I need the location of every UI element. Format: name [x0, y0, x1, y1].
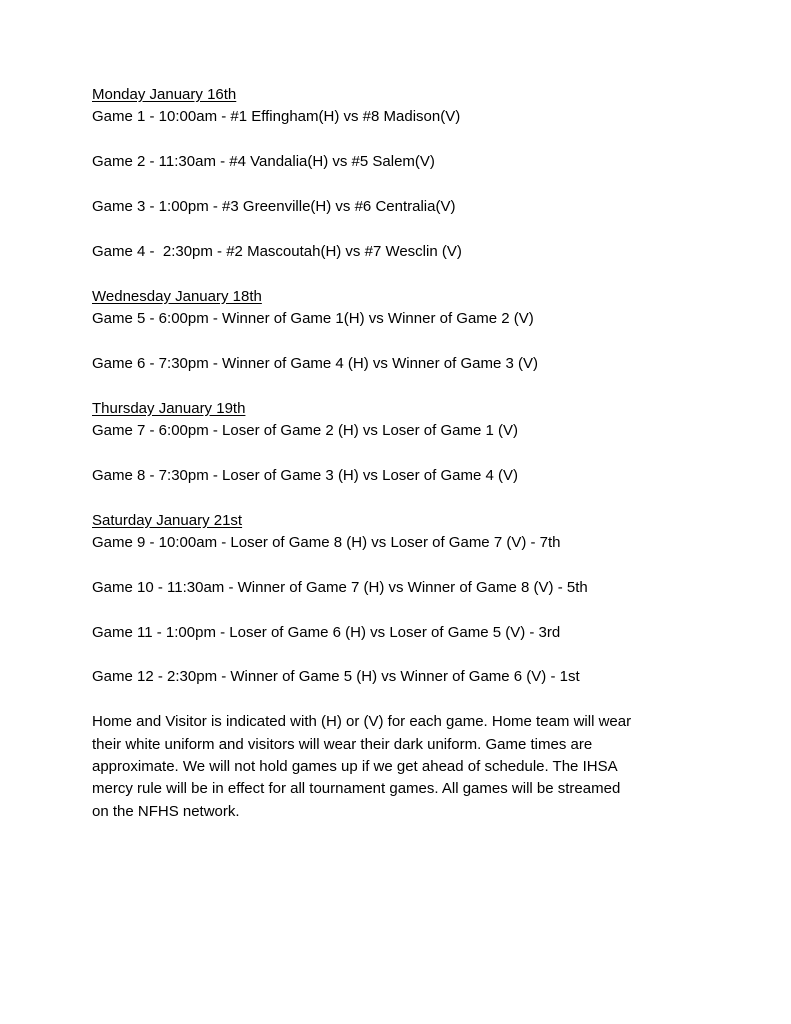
- game-line: Game 6 - 7:30pm - Winner of Game 4 (H) vs Winner of Game 3 (V): [92, 354, 538, 372]
- schedule-section-wednesday: [92, 286, 731, 376]
- game-line: Game 1 - 10:00am - #1 Effingham(H) vs #8 Madison(V): [92, 108, 461, 126]
- schedule-section-thursday: [92, 398, 731, 488]
- game-line: Game 9 - 10:00am - Loser of Game 8 (H) vs Loser of Game 7 (V) - 7th: [92, 534, 561, 551]
- footer-note-line: their white uniform and visitors will wear their dark uniform. Game times are: [92, 735, 593, 753]
- section-heading: Thursday January 19th: [92, 399, 246, 417]
- game-line: Game 2 - 11:30am - #4 Vandalia(H) vs #5 Salem(V): [92, 153, 435, 171]
- footer-note-line: Home and Visitor is indicated with (H) or (V) for each game. Home team will wear: [92, 713, 632, 731]
- section-heading: Wednesday January 18th: [92, 287, 262, 305]
- game-line: Game 7 - 6:00pm - Loser of Game 2 (H) vs Loser of Game 1 (V): [92, 422, 518, 439]
- game-line: Game 11 - 1:00pm - Loser of Game 6 (H) vs Loser of Game 5 (V) - 3rd: [92, 623, 561, 641]
- section-heading: Saturday January 21st: [92, 511, 243, 529]
- schedule-section-monday: [92, 84, 731, 263]
- game-line: Game 12 - 2:30pm - Winner of Game 5 (H) vs Winner of Game 6 (V) - 1st: [92, 668, 580, 686]
- footer-note-line: on the NFHS network.: [92, 802, 240, 820]
- footer-note-line: mercy rule will be in effect for all tournament games. All games will be streamed: [92, 780, 621, 798]
- game-line: Game 5 - 6:00pm - Winner of Game 1(H) vs Winner of Game 2 (V): [92, 310, 534, 327]
- game-line: Game 8 - 7:30pm - Loser of Game 3 (H) vs Loser of Game 4 (V): [92, 466, 518, 484]
- schedule-section-saturday: [92, 510, 731, 689]
- footer-note: [92, 711, 731, 823]
- game-line: Game 4 - 2:30pm - #2 Mascoutah(H) vs #7 Wesclin (V): [92, 242, 462, 260]
- game-line: Game 10 - 11:30am - Winner of Game 7 (H) vs Winner of Game 8 (V) - 5th: [92, 578, 588, 596]
- section-heading: Monday January 16th: [92, 86, 237, 103]
- game-line: Game 3 - 1:00pm - #3 Greenville(H) vs #6 Centralia(V): [92, 198, 456, 215]
- footer-note-line: approximate. We will not hold games up if we get ahead of schedule. The IHSA: [92, 758, 618, 775]
